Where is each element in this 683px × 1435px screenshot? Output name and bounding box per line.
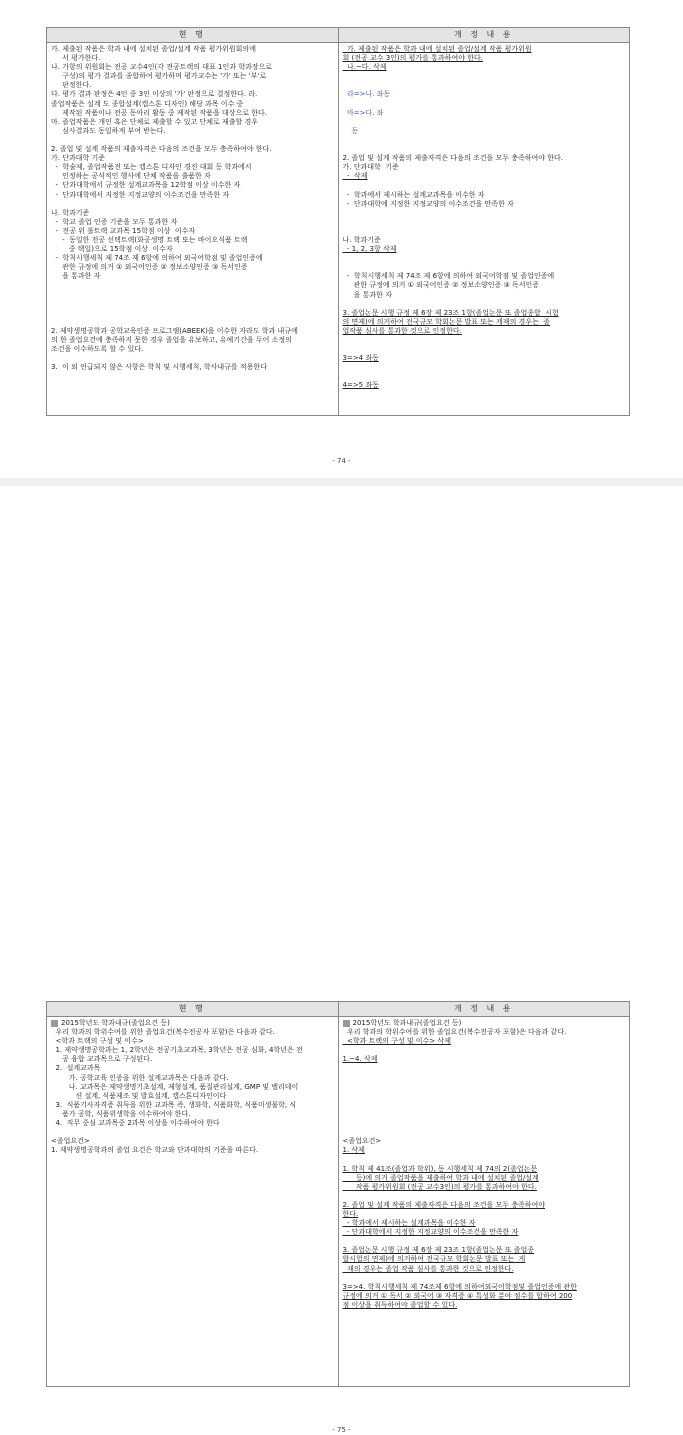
text-line — [343, 63, 626, 72]
text-line-content: 공 융합 교과목으로 구성된다. — [51, 1055, 153, 1064]
text-line-content: 2. 졸업 및 설계 작품의 제출자격은 다음의 조건을 모두 충족하여야 한다. — [51, 145, 272, 154]
text-line-content: 션 설계, 식품제조 및 발효설계, 캡스톤디자인이다 — [51, 1091, 227, 1100]
text-line-content: 가. 공학교육 인증을 위한 설계교과목은 다음과 같다. — [51, 1073, 229, 1082]
text-line-content: - 학술제, 졸업작품전 또는 캡스톤 디자인 경진 대회 등 학과에서 — [51, 163, 252, 172]
text-line — [51, 1037, 334, 1046]
page-number: - 74 - — [332, 457, 351, 465]
text-line-content — [343, 81, 345, 89]
text-line — [51, 272, 334, 281]
text-line — [343, 1301, 626, 1310]
text-line — [343, 1110, 626, 1119]
text-line — [51, 336, 334, 345]
text-line-content: 판정한다. — [51, 81, 92, 90]
text-line-content: 1.~4. 삭제 — [342, 1055, 378, 1064]
text-line — [51, 1092, 334, 1101]
text-line-content — [343, 1101, 345, 1109]
text-line-content — [343, 1092, 345, 1100]
text-line — [343, 145, 626, 154]
text-line — [343, 1165, 626, 1174]
text-line-content: 가. 제출된 작품은 학과 내에 설치된 졸업/설계 작품 평가위원 — [342, 45, 532, 53]
text-line-content — [51, 291, 53, 299]
text-line-content: <학과 트랙의 구성 및 이수> — [51, 1037, 144, 1046]
text-line — [343, 1074, 626, 1083]
text-line — [343, 363, 626, 372]
text-line-content — [343, 254, 345, 262]
text-line-content: 마=>다. 좌 — [342, 108, 384, 117]
text-line — [343, 45, 626, 54]
text-line — [51, 209, 334, 218]
text-line-content — [51, 281, 53, 289]
text-line-content — [343, 363, 345, 371]
text-line — [343, 372, 626, 381]
text-line — [51, 154, 334, 163]
text-line-content: - 단과대학에서 규정한 설계교과목을 12학점 이상 이수한 자 — [51, 181, 241, 190]
text-line-content — [343, 100, 345, 108]
text-line-content: 2015학년도 학과내규(졸업요건 등) — [352, 1019, 462, 1027]
text-line — [343, 191, 626, 200]
text-line-content: 가. 단과대학 기준 — [51, 154, 106, 163]
text-line-content — [343, 263, 345, 271]
text-line-content — [343, 1074, 345, 1082]
text-line — [51, 1055, 334, 1064]
header-revision: 개 정 내 용 — [338, 28, 630, 42]
text-line-content: 4. 직무 중심 교과목중 2과목 이상을 이수하여야 한다 — [51, 1119, 220, 1128]
text-line — [51, 1028, 334, 1037]
header-revision: 개 정 내 용 — [338, 1002, 630, 1016]
text-line-content: 4=>5 좌동 — [342, 381, 379, 390]
text-line — [343, 72, 626, 81]
text-line-content: 2. 졸업 및 설계 작품의 제출자격은 다음의 조건을 모두 충족하여야 한다. — [342, 154, 563, 163]
table-header — [47, 28, 629, 43]
text-line — [51, 281, 334, 290]
text-line-content: - 학교 졸업 인증 기준을 모두 통과한 자 — [51, 217, 178, 226]
text-line-content: <졸업요건> — [342, 1137, 382, 1146]
text-line-content: 합시험의 면제)에 의거하여 전국규모 학회논문 발표 또는 게 — [342, 1255, 526, 1264]
text-line-content: 조건을 이수하도록 할 수 있다. — [51, 345, 144, 354]
comparison-table-74 — [46, 27, 630, 416]
text-line — [343, 109, 626, 118]
text-line — [343, 354, 626, 363]
text-line-content: 작품 평가위원회 (전공 교수3인)의 평가를 통과하여야 한다. — [342, 1182, 537, 1191]
text-line-content: 우리 학과의 학위수여를 위한 졸업요건(복수전공자 포함)은 다음과 같다. — [51, 1028, 275, 1037]
text-line — [51, 1146, 334, 1155]
text-line — [343, 1192, 626, 1201]
text-line-content — [343, 209, 345, 217]
text-line-content: 나. 학과기준 — [51, 208, 90, 217]
text-line-content: - 학칙시행세칙 제 74조 제 6항에 의하여 외국어학점 및 졸업인증에 — [51, 254, 263, 263]
text-line — [51, 100, 334, 109]
text-line-content — [51, 136, 53, 144]
text-line-content: 다. 평가 결과 판정은 4인 중 3인 이상의 '가' 판정으로 결정한다. 라. — [51, 90, 258, 99]
text-line-content: 나. 교과목은 제약생명기초설계, 제형설계, 품질관리설계, GMP 및 밸리데이 — [51, 1082, 299, 1091]
text-line — [343, 1119, 626, 1128]
text-line — [343, 1274, 626, 1283]
text-line — [51, 1019, 334, 1028]
text-line — [51, 45, 334, 54]
text-line-content: 업작품 심사를 통과한 것으로 인정한다. — [342, 326, 462, 335]
text-line — [343, 118, 626, 127]
current-column — [47, 43, 338, 415]
text-line-content: 회 (전공 교수 3인)의 평가를 통과하여야 한다. — [342, 54, 483, 63]
text-line — [343, 236, 626, 245]
text-line-content: 을 통과한 자 — [51, 272, 101, 281]
text-line — [343, 1128, 626, 1137]
text-line — [343, 381, 626, 390]
text-line — [51, 54, 334, 63]
text-line-content — [343, 1110, 345, 1118]
text-line — [51, 218, 334, 227]
text-line-content — [51, 354, 53, 362]
text-line — [51, 345, 334, 354]
text-line — [51, 354, 334, 363]
text-line — [343, 1101, 626, 1110]
text-line-content — [343, 218, 345, 226]
text-line — [51, 309, 334, 318]
text-line-content: 가. 단과대학 기준 — [342, 163, 399, 172]
text-line-content: 3. 식품기사자격증 취득을 위한 교과목 즉, 생화학, 식품화학, 식품미생물학, 식 — [51, 1100, 297, 1109]
text-line — [343, 1155, 626, 1164]
text-line — [343, 1064, 626, 1073]
text-line-content: <졸업요건> — [51, 1137, 90, 1146]
text-line-content: 재의 경우는 졸업 작품 심사를 통과한 것으로 인정한다. — [342, 1264, 514, 1273]
header-current: 현 행 — [178, 30, 206, 39]
text-line — [343, 254, 626, 263]
text-line-content: - 학과에서 제시하는 설계과목을 이수한 자 — [342, 1219, 476, 1228]
text-line-content: 1. 제약생명공학과는 1, 2학년은 전공기초교과목, 3학년은 전공 심화, 4학년은 전 — [51, 1046, 303, 1055]
text-line-content: 구성)의 평가 결과를 종합하여 평가하며 평가교수는 '가' 또는 '부'로 — [51, 72, 267, 81]
text-line — [51, 1074, 334, 1083]
text-line-content: 등)에 의거 졸업작품을 제출하여 학과 내에 설치된 졸업/설계 — [342, 1173, 539, 1182]
text-line — [343, 1201, 626, 1210]
text-line-content: 나.~다. 삭제 — [342, 63, 387, 72]
text-line — [343, 309, 626, 318]
text-line — [343, 345, 626, 354]
text-line-content — [51, 309, 53, 317]
text-line-content: 2. 졸업 및 설계 작품의 제출자격은 다음의 조건을 모두 충족하여야 — [342, 1200, 546, 1209]
text-line — [343, 172, 626, 181]
text-line-content — [343, 336, 345, 344]
text-line — [343, 327, 626, 336]
text-line-content — [343, 1128, 345, 1136]
text-line-content: - 1, 2, 3항 삭제 — [342, 245, 397, 254]
text-line — [51, 227, 334, 236]
text-line-content: - 삭제 — [342, 172, 368, 181]
text-line-content — [343, 1083, 345, 1091]
text-line — [51, 90, 334, 99]
text-line — [51, 200, 334, 209]
text-line-content — [51, 318, 53, 326]
text-line-content — [51, 1128, 53, 1136]
text-line-content — [343, 345, 345, 353]
text-line-content: - 학과에서 제시하는 설계교과목을 이수한 자 — [342, 190, 485, 199]
text-line-content: 품가 공학, 식품위생학을 이수하여야 한다. — [51, 1109, 191, 1118]
text-line — [51, 245, 334, 254]
text-line — [51, 1110, 334, 1119]
text-line-content — [343, 1119, 345, 1127]
text-line-content: 1. 삭제 — [342, 1146, 365, 1155]
text-line — [51, 1083, 334, 1092]
text-line — [51, 318, 334, 327]
text-line-content: <학과 트랙의 구성 및 이수> 삭제 — [342, 1037, 451, 1046]
table-header — [47, 1002, 629, 1017]
text-line — [343, 1092, 626, 1101]
text-line-content: 심사결과도 동일하게 부여 받는다. — [51, 126, 166, 135]
text-line — [343, 300, 626, 309]
text-line-content — [343, 372, 345, 380]
text-line-content — [343, 136, 345, 144]
text-line-content — [343, 118, 345, 126]
text-line — [343, 209, 626, 218]
text-line-content: - 동일한 전공 선택트랙(화공생명 트랙 또는 바이오식품 트랙 — [51, 235, 248, 244]
text-line-content: 의 면제)에 의거하여 전국규모 학회논문 발표 또는 게재의 경우는 졸 — [342, 317, 551, 326]
text-line — [51, 191, 334, 200]
text-line — [51, 300, 334, 309]
text-line-content: 3. 졸업논문 시행 규정 제 6장 제 23조 1항(졸업논문 또 졸업종 — [342, 1246, 534, 1255]
text-line-content: 졸업작품은 설계 도 종합설계(캡스톤 디자인) 해당 과목 이수 중 — [51, 99, 244, 108]
text-line — [51, 236, 334, 245]
text-line-content: 의 한 졸업요건에 충족하지 못한 경우 졸업을 유보하고, 유예기간을 두어 소정의 — [51, 336, 292, 344]
text-line — [343, 291, 626, 300]
text-line-content: 제작된 작품이나 전공 동아리 활동 중 제작된 작품을 대상으로 한다. — [51, 108, 267, 117]
text-line — [343, 100, 626, 109]
text-line-content — [343, 145, 345, 153]
text-line — [343, 181, 626, 190]
text-line — [343, 263, 626, 272]
text-line — [343, 90, 626, 99]
revision-column — [338, 1017, 630, 1386]
text-line — [51, 1101, 334, 1110]
text-line — [343, 1183, 626, 1192]
text-line-content: 을 통과한 자 — [342, 290, 392, 299]
text-line — [51, 109, 334, 118]
text-line-content: 중 택일)으로 15학점 이상 이수자 — [51, 245, 173, 254]
text-line — [343, 1283, 626, 1292]
text-line-content: - 단과대학에서 지정한 지정교양의 이수조건을 만족한 자 — [51, 190, 230, 199]
text-line — [343, 1246, 626, 1255]
text-line-content — [343, 1155, 345, 1163]
text-line-content: - 전공 위 롤트랙 교과목 15학점 이상 이수자 — [51, 226, 196, 235]
text-line — [51, 327, 334, 336]
page-number: - 75 - — [332, 1426, 351, 1434]
text-line-content: 나. 학과기준 — [342, 235, 381, 244]
text-line — [343, 54, 626, 63]
text-line — [343, 1210, 626, 1219]
text-line — [343, 1219, 626, 1228]
text-line — [343, 1046, 626, 1055]
text-line-content: 나. 가항의 위원회는 전공 교수4인(각 전공트랙의 대표 1인과 학과장으로 — [51, 63, 272, 72]
text-line-content: 규정에 의거 ① 독서 ② 외국어 ③ 자격증 ④ 특성화 분야 점수를 합하여 200 — [342, 1291, 573, 1300]
text-line — [343, 1055, 626, 1064]
text-line — [51, 1046, 334, 1055]
text-line — [51, 118, 334, 127]
text-line — [343, 1228, 626, 1237]
text-line-content: 마. 졸업작품은 개인 혹은 단체로 제출할 수 있고 단체로 제출할 경우 — [51, 117, 259, 126]
text-line-content: 1. 학칙 제 41조(졸업과 학위), 동 시행세칙 제 74의 2(졸업논문 — [342, 1164, 538, 1173]
text-line-content — [343, 1046, 345, 1054]
current-column — [47, 1017, 338, 1386]
text-line-content: 2. 설계교과목 — [51, 1064, 101, 1073]
section-marker-icon — [343, 1020, 350, 1027]
text-line-content: 가. 제출된 작품은 학과 내에 설치된 졸업/설계 작품 평가위원회의에 — [51, 45, 256, 53]
text-line — [343, 227, 626, 236]
text-line — [343, 1037, 626, 1046]
text-line — [51, 136, 334, 145]
text-line-content: 서 평가한다. — [51, 54, 101, 63]
text-line-content: 3. 졸업논문 시행 규정 제 6장 제 23조 1항(졸업논문 또 졸업종합 시험 — [342, 308, 559, 317]
text-line — [343, 1255, 626, 1264]
text-line-content: 1. 제약생명공학과의 졸업 요건은 학교와 단과대학의 기준을 따른다. — [51, 1146, 259, 1155]
text-line — [343, 136, 626, 145]
text-line-content: 동 — [342, 126, 359, 135]
text-line — [51, 72, 334, 81]
text-line — [343, 1137, 626, 1146]
text-line — [51, 1064, 334, 1073]
text-line-content: 2. 제약생명공학과 공학교육인증 프로그램(ABEEK)을 이수한 자라도 학과 내규에 — [51, 326, 298, 335]
text-line-content: - 단과대학에서 지정한 지정교양의 이수조건을 만족한 자 — [342, 1228, 519, 1237]
text-line-content — [343, 181, 345, 189]
text-line — [51, 1128, 334, 1137]
text-line — [343, 127, 626, 136]
text-line-content: 관한 규정에 의거 ① 외국어인증 ② 정보소양인증 ③ 독서인증 — [342, 281, 540, 290]
text-line — [343, 1028, 626, 1037]
text-line — [343, 245, 626, 254]
text-line-content — [343, 1274, 345, 1282]
text-line — [51, 254, 334, 263]
text-line — [51, 163, 334, 172]
text-line — [343, 154, 626, 163]
text-line-content — [343, 1064, 345, 1072]
comparison-table-75 — [46, 1001, 630, 1387]
text-line-content: 점 이상을 취득하여야 졸업할 수 있다. — [342, 1300, 458, 1309]
text-line — [51, 263, 334, 272]
text-line-content: 3=>4 좌동 — [342, 354, 379, 363]
text-line-content: - 단과대학에 지정한 지정교양의 이수조건을 만족한 자 — [342, 199, 514, 208]
text-line-content — [343, 1237, 345, 1245]
text-line — [343, 318, 626, 327]
text-line — [51, 1119, 334, 1128]
text-line-content: 우리 학과의 학위수여를 위한 졸업요건(복수전공자 포함)은 다음과 같다. — [342, 1028, 567, 1037]
text-line — [51, 1137, 334, 1146]
header-current: 현 행 — [178, 1004, 206, 1013]
text-line-content: 3=>4. 학칙시행세칙 제 74조제 6항에 의하여외국어학점및 졸업인증에 관한 — [342, 1282, 577, 1291]
text-line-content — [343, 227, 345, 235]
text-line-content: 3. 이 외 언급되지 않은 사항은 학칙 및 시행세칙, 학사내규를 적용한다 — [51, 363, 267, 372]
text-line-content: 2015학년도 학과내규(졸업요건 등) — [61, 1019, 170, 1027]
text-line-content — [343, 1192, 345, 1200]
text-line — [343, 200, 626, 209]
text-line — [343, 1265, 626, 1274]
text-line — [51, 127, 334, 136]
text-line-content — [51, 200, 53, 208]
text-line — [51, 145, 334, 154]
text-line — [343, 1146, 626, 1155]
text-line-content — [51, 300, 53, 308]
revision-column — [338, 43, 630, 415]
text-line-content: 인정하는 공식적인 행사에 단체 작품을 출품한 자 — [51, 172, 211, 181]
text-line-content: - 학칙시행세칙 제 74조 제 6항에 의하여 외국어학점 및 졸업인증에 — [342, 272, 555, 281]
text-line — [343, 218, 626, 227]
page-74 — [0, 0, 683, 478]
text-line — [343, 163, 626, 172]
text-line-content: 라=>나. 좌동 — [342, 90, 391, 99]
text-line-content: 한다. — [342, 1209, 359, 1218]
text-line — [343, 1237, 626, 1246]
text-line — [343, 281, 626, 290]
text-line — [51, 63, 334, 72]
section-marker-icon — [51, 1020, 58, 1027]
text-line-content: 관한 규정에 의거 ① 외국어인증 ② 정보소양인증 ③ 독서인증 — [51, 263, 248, 272]
text-line — [343, 336, 626, 345]
text-line — [343, 1174, 626, 1183]
text-line — [343, 1083, 626, 1092]
text-line-content — [343, 300, 345, 308]
page-75 — [0, 486, 683, 1434]
text-line — [51, 181, 334, 190]
text-line — [343, 1019, 626, 1028]
page-separator — [0, 478, 683, 486]
text-line — [51, 291, 334, 300]
text-line — [51, 363, 334, 372]
text-line-content — [343, 72, 345, 80]
text-line — [343, 1292, 626, 1301]
